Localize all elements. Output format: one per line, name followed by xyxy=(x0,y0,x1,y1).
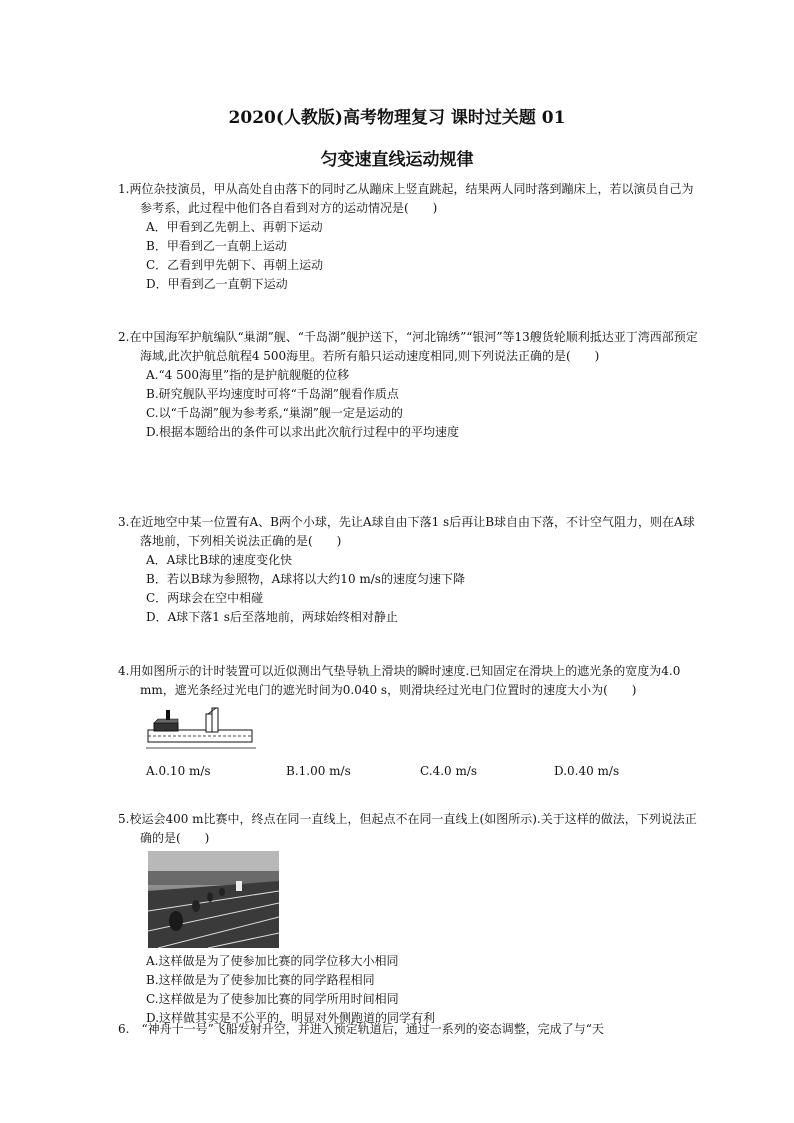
option-b: B.1.00 m/s xyxy=(286,764,351,778)
option-b: B.研究舰队平均速度时可将“千岛湖”舰看作质点 xyxy=(146,387,399,401)
air-track-diagram xyxy=(146,704,703,756)
option-c: C.以“千岛湖”舰为参考系,“巢湖”舰一定是运动的 xyxy=(146,406,403,420)
question-stem: 4.用如图所示的计时装置可以近似测出气垫导轨上滑块的瞬时速度.已知固定在滑块上的遮光条的宽度为4.0 mm，遮光条经过光电门的遮光时间为0.040 s，则滑块经过光电门位置时的速度大小为( ) xyxy=(118,664,681,697)
option-d: D.这样做其实是不公平的，明显对外侧跑道的同学有利 xyxy=(146,1011,436,1025)
page-subtitle: 匀变速直线运动规律 xyxy=(320,150,474,170)
question-6 xyxy=(118,1020,703,1039)
question-stem: 2.在中国海军护航编队“巢湖”舰、“千岛湖”舰护送下，“河北锦绣”“银河”等13艘货轮顺利抵达亚丁湾西部预定海域,此次护航总航程4 500海里。若所有船只运动速度相同,则下列说法正确的是( ) xyxy=(118,330,698,363)
question-3 xyxy=(118,513,703,627)
question-stem: 5.校运会400 m比赛中，终点在同一直线上，但起点不在同一直线上(如图所示).关于这样的做法，下列说法正确的是( ) xyxy=(118,812,697,845)
option-b: B．若以B球为参照物，A球将以大约10 m/s的速度匀速下降 xyxy=(146,572,465,586)
option-a: A.“4 500海里”指的是护航舰艇的位移 xyxy=(146,368,350,382)
option-b: B.这样做是为了使参加比赛的同学路程相同 xyxy=(146,973,375,987)
question-stem: 6. “神舟十一号”飞船发射升空，并进入预定轨道后，通过一系列的姿态调整，完成了与“天 xyxy=(118,1022,604,1036)
options-row xyxy=(146,762,703,782)
option-c: C．两球会在空中相碰 xyxy=(146,591,264,605)
air-track-figure xyxy=(146,704,256,750)
option-c: C．乙看到甲先朝下、再朝上运动 xyxy=(146,258,324,272)
option-c: C.这样做是为了使参加比赛的同学所用时间相同 xyxy=(146,992,399,1006)
question-1 xyxy=(118,180,703,294)
track-start-photo xyxy=(148,851,279,948)
option-a: A．A球比B球的速度变化快 xyxy=(146,553,293,567)
question-stem: 1.两位杂技演员，甲从高处自由落下的同时乙从蹦床上竖直跳起，结果两人同时落到蹦床上，若以演员自己为参考系，此过程中他们各自看到对方的运动情况是( ) xyxy=(118,182,694,215)
option-a: A.0.10 m/s xyxy=(146,764,211,778)
option-c: C.4.0 m/s xyxy=(420,764,478,778)
page-title: 2020(人教版)高考物理复习 课时过关题 01 xyxy=(228,108,566,128)
question-stem: 3.在近地空中某一位置有A、B两个小球，先让A球自由下落1 s后再让B球自由下落，不计空气阻力，则在A球落地前，下列相关说法正确的是( ) xyxy=(118,515,695,548)
question-2 xyxy=(118,328,703,442)
option-d: D.根据本题给出的条件可以求出此次航行过程中的平均速度 xyxy=(146,425,460,439)
question-4 xyxy=(118,662,703,782)
option-a: A．甲看到乙先朝上、再朝下运动 xyxy=(146,220,323,234)
option-d: D．A球下落1 s后至落地前，两球始终相对静止 xyxy=(146,610,398,624)
question-5 xyxy=(118,810,703,1028)
track-start-image xyxy=(148,851,279,948)
option-d: D．甲看到乙一直朝下运动 xyxy=(146,277,288,291)
option-d: D.0.40 m/s xyxy=(554,764,620,778)
option-b: B．甲看到乙一直朝上运动 xyxy=(146,239,287,253)
option-a: A.这样做是为了使参加比赛的同学位移大小相同 xyxy=(146,954,399,968)
